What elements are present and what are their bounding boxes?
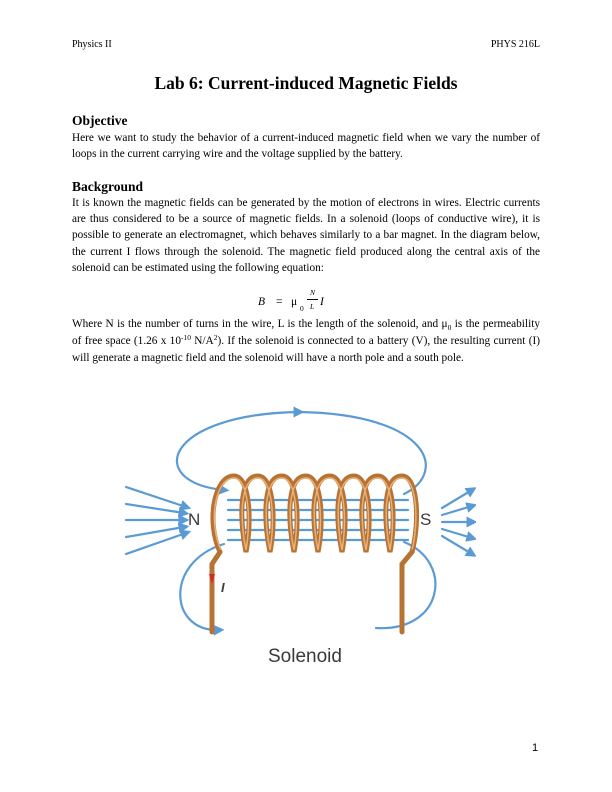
background-paragraph-1: It is known the magnetic fields can be generated by the motion of electrons in wires. Electric currents are thus considered to be a source of magnetic fields. In a solenoid (loops of conductive wire), it is possible to generate an electromagnet, which behaves similarly to a bar magnet. In the diagram below, the current I flows through the solenoid. The magnetic field produced along the central axis of the solenoid can be estimated using the following equation: <box>72 197 540 274</box>
unit-exponent: 2 <box>213 333 218 343</box>
field-line-left-1 <box>126 487 186 507</box>
equation-fraction-bar <box>307 299 318 300</box>
mu-subscript: 0 <box>447 323 452 332</box>
field-line-right-4 <box>442 529 472 538</box>
solenoid-diagram <box>124 392 476 680</box>
current-label: I <box>221 580 225 595</box>
equation-denominator: L <box>310 302 315 311</box>
paragraph-2-part-2: is the permeability of free space (1.26 x 10 <box>72 318 540 348</box>
paragraph-2-part-1: Where N is the number of turns in the wire, L is the length of the solenoid, and μ <box>72 318 448 330</box>
running-header <box>72 39 540 53</box>
equation-mu-subscript: 0 <box>300 304 304 313</box>
solenoid-coil <box>212 476 417 632</box>
objective-heading: Objective <box>72 113 128 128</box>
lead-wire-right <box>402 552 412 632</box>
paragraph-2-part-3: N/A <box>190 335 214 348</box>
field-line-left-4 <box>126 527 184 537</box>
equation-mu-symbol: μ <box>291 296 298 308</box>
page-title: Lab 6: Current-induced Magnetic Fields <box>154 73 458 93</box>
permeability-exponent: -10 <box>180 333 191 343</box>
objective-text: Here we want to study the behavior of a current-induced magnetic field when we vary the number of loops in the current carrying wire and the voltage supplied by the battery. <box>72 132 540 161</box>
figure-caption: Solenoid <box>268 646 342 667</box>
field-line-right-2 <box>442 506 472 515</box>
field-line-left-2 <box>126 504 184 513</box>
south-pole-label: S <box>420 510 432 529</box>
equation-equals-sign: = <box>276 296 283 308</box>
lead-wire-left <box>212 552 220 632</box>
north-pole-label: N <box>188 510 201 529</box>
field-line-right-1 <box>442 490 472 508</box>
solenoid-field-equation <box>244 288 368 318</box>
background-paragraph-2 <box>72 316 540 368</box>
equation-current-symbol: I <box>320 296 324 308</box>
header-course-name: Physics II <box>72 39 112 50</box>
equation-field-symbol: B <box>258 296 266 308</box>
solenoid-diagram-svg <box>124 392 476 680</box>
page-number: 1 <box>532 742 539 754</box>
equation-numerator: N <box>310 288 316 297</box>
paragraph-2-part-4: ). If the solenoid is connected to a battery (V), the resulting current (I) will generate a magnetic field and the solenoid will have a north pole and a south pole. <box>72 335 540 365</box>
background-heading: Background <box>72 179 144 194</box>
header-course-code: PHYS 216L <box>490 39 540 50</box>
field-line-right-5 <box>442 536 472 554</box>
